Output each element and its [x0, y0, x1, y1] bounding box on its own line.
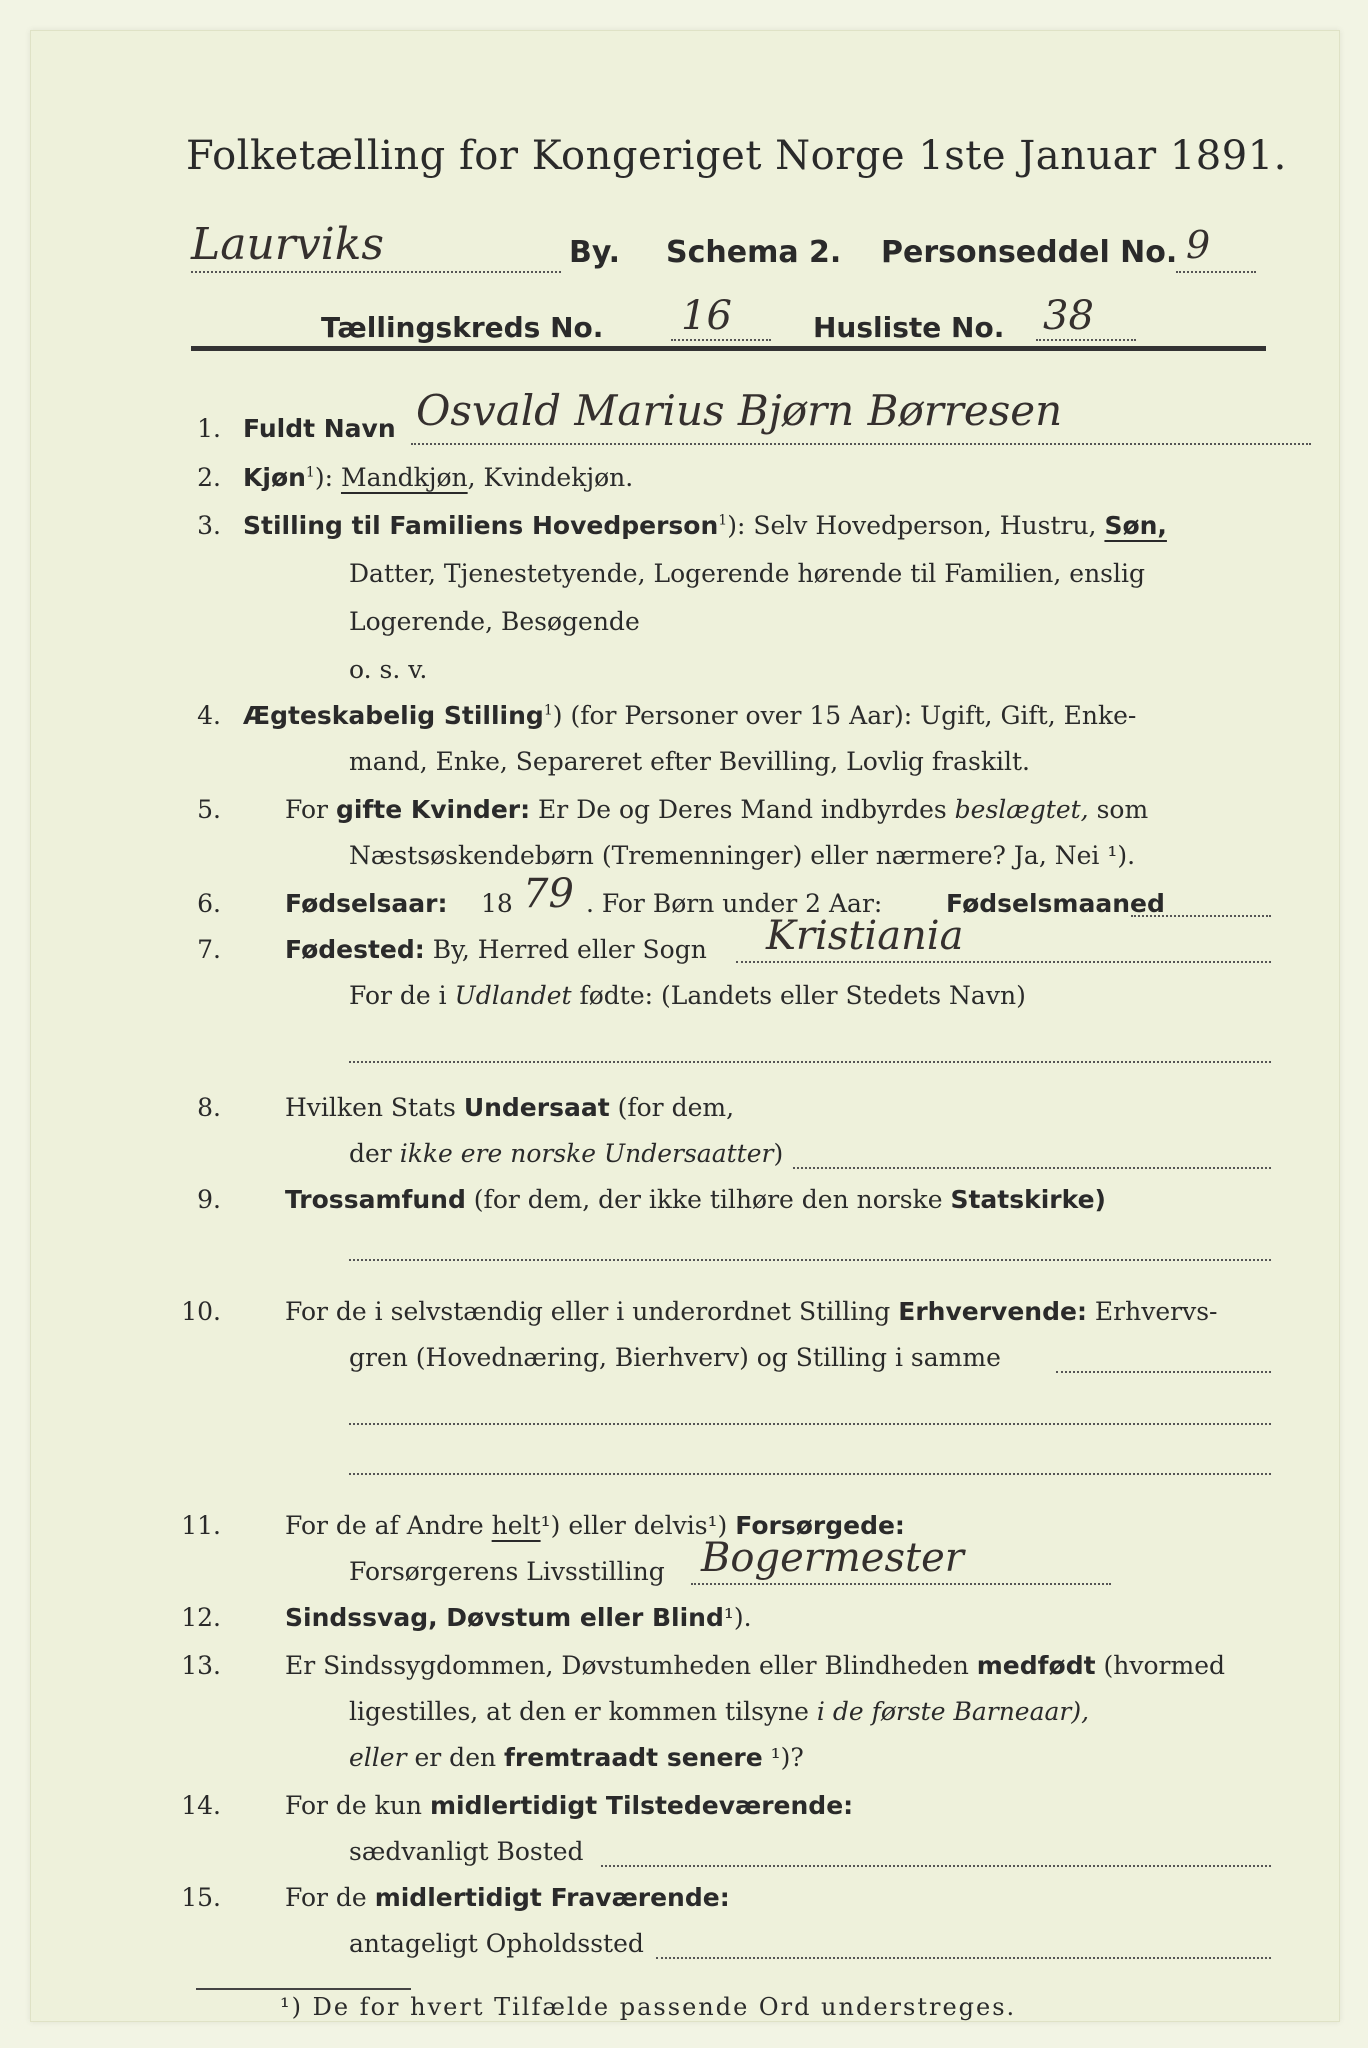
- town-dotted-line: [191, 271, 561, 273]
- item-8-pre: Hvilken Stats: [285, 1093, 464, 1122]
- item-8-line-1: [285, 1093, 734, 1122]
- item-3-line-2: Datter, Tjenestetyende, Logerende hørende til Familien, enslig: [349, 559, 1146, 588]
- item-6-label2: Fødselsmaaned: [946, 889, 1165, 918]
- item-9-label: Trossamfund: [285, 1185, 466, 1214]
- husliste-number: 38: [1043, 293, 1094, 339]
- item-7-rest: By, Herred eller Sogn: [424, 935, 707, 964]
- item-6-number: 6.: [197, 889, 221, 918]
- option-son: Søn,: [1104, 511, 1167, 540]
- item-5-rest1: Er De og Deres Mand indbyrdes: [530, 795, 955, 824]
- item-13-line3a: er den: [406, 1743, 505, 1772]
- kreds-label: Tællingskreds No.: [321, 311, 604, 344]
- item-9-label2: Statskirke): [950, 1185, 1106, 1214]
- item-8-dotted-line: [793, 1167, 1271, 1169]
- item-13-line-3: [349, 1743, 804, 1772]
- town-handwritten: Laurviks: [191, 219, 384, 270]
- item-8-line2b: ): [773, 1139, 784, 1168]
- item-12-number: 12.: [181, 1603, 221, 1632]
- item-14-pre: For de kun: [285, 1791, 430, 1820]
- birth-year-value: 79: [523, 871, 574, 917]
- item-13-line-1: [285, 1651, 1225, 1680]
- by-label: By.: [569, 235, 621, 270]
- item-4-sup: 1: [543, 702, 553, 719]
- item-13-number: 13.: [181, 1651, 221, 1680]
- husliste-dotted-line: [1036, 339, 1136, 341]
- kreds-number: 16: [681, 293, 732, 339]
- item-4-label: Ægteskabelig Stilling: [243, 701, 544, 730]
- item-5-number: 5.: [197, 795, 221, 824]
- item-4-line-2: mand, Enke, Separeret efter Bevilling, Lovlig fraskilt.: [349, 747, 1030, 776]
- item-15-label: midlertidigt Fraværende:: [374, 1883, 730, 1912]
- item-1-dotted-line: [411, 443, 1311, 445]
- item-14-line-2: sædvanligt Bosted: [349, 1837, 584, 1866]
- item-13-line3c: ¹)?: [762, 1743, 804, 1772]
- personseddel-number: 9: [1186, 223, 1211, 267]
- item-8-number: 8.: [197, 1093, 221, 1122]
- item-4-number: 4.: [197, 701, 221, 730]
- full-name-value: Osvald Marius Bjørn Børresen: [416, 386, 1063, 435]
- kreds-dotted-line: [671, 339, 771, 341]
- item-11-label: Forsørgede:: [735, 1511, 905, 1540]
- item-7-number: 7.: [197, 935, 221, 964]
- item-3-sup: 1: [718, 512, 728, 529]
- item-8-line2em: ikke ere norske Undersaatter: [399, 1139, 774, 1168]
- item-13-line2em: i de første Barneaar),: [816, 1697, 1090, 1726]
- item-13-rest: (hvormed: [1095, 1651, 1225, 1680]
- provider-occupation-value: Bogermester: [701, 1535, 964, 1581]
- item-10-number: 10.: [181, 1297, 221, 1326]
- item-5-label: gifte Kvinder:: [335, 795, 531, 824]
- item-6-prefix: 18: [481, 889, 513, 918]
- item-3-label: Stilling til Familiens Hovedperson: [243, 511, 719, 540]
- item-9-line-1: [285, 1185, 1106, 1214]
- item-10-pre: For de i selvstændig eller i underordnet Stilling: [285, 1297, 899, 1326]
- item-2-label: Kjøn: [243, 463, 306, 492]
- item-9-rest: (for dem, der ikke tilhøre den norske: [465, 1185, 951, 1214]
- item-12-label: Sindssvag, Døvstum eller Blind: [285, 1603, 724, 1632]
- item-2-sup: 1: [305, 464, 315, 481]
- item-2-text: [243, 463, 633, 492]
- schema-label: Schema 2.: [666, 235, 842, 270]
- census-form-sheet: [30, 30, 1340, 2022]
- personseddel-label: Personseddel No.: [881, 235, 1178, 270]
- item-3-line-4: o. s. v.: [349, 655, 428, 684]
- item-2-rest2: , Kvindekjøn.: [467, 463, 634, 492]
- husliste-label: Husliste No.: [813, 311, 1005, 344]
- item-14-dotted-line: [601, 1865, 1271, 1867]
- item-10-dotted-line-2: [349, 1423, 1271, 1425]
- form-title: Folketælling for Kongeriget Norge 1ste Januar 1891.: [186, 133, 1287, 179]
- item-7-line-2: [349, 981, 1026, 1010]
- item-3-line-1: [243, 511, 1167, 540]
- item-8-label: Undersaat: [463, 1093, 610, 1122]
- item-1-label: Fuldt Navn: [243, 414, 396, 443]
- option-helt: helt: [491, 1511, 541, 1540]
- item-3-number: 3.: [197, 511, 221, 540]
- item-15-dotted-line: [656, 1957, 1271, 1959]
- option-mandkjon: Mandkjøn: [340, 463, 468, 492]
- item-11-line-2: Forsørgerens Livsstilling: [349, 1557, 665, 1586]
- item-8-rest: (for dem,: [609, 1093, 735, 1122]
- item-13-line-2: [349, 1697, 1089, 1726]
- personseddel-dotted-line: [1176, 271, 1256, 273]
- item-15-number: 15.: [181, 1883, 221, 1912]
- item-1-number: 1.: [197, 414, 221, 443]
- footnote-rule: [196, 1988, 411, 1990]
- item-5-line-1: [285, 795, 1148, 824]
- item-11-dotted-line: [691, 1583, 1111, 1585]
- item-2-rest1: ):: [314, 463, 341, 492]
- item-14-label: midlertidigt Tilstedeværende:: [429, 1791, 854, 1820]
- item-7-line2em: Udlandet: [454, 981, 572, 1010]
- item-14-line-1: [285, 1791, 853, 1820]
- item-13-line3b: fremtraadt senere: [504, 1743, 763, 1772]
- footnote: ¹) De for hvert Tilfælde passende Ord understreges.: [280, 1993, 1017, 2021]
- item-10-rest: Erhvervs-: [1086, 1297, 1218, 1326]
- item-5-em: beslægtet,: [954, 795, 1089, 824]
- item-2-number: 2.: [197, 463, 221, 492]
- item-9-number: 9.: [197, 1185, 221, 1214]
- item-10-dotted-line: [1056, 1371, 1271, 1373]
- item-14-number: 14.: [181, 1791, 221, 1820]
- header-rule: [191, 346, 1266, 351]
- item-7-line2a: For de i: [349, 981, 455, 1010]
- item-7-line2b: fødte: (Landets eller Stedets Navn): [571, 981, 1026, 1010]
- item-13-line2a: ligestilles, at den er kommen tilsyne: [349, 1697, 817, 1726]
- item-15-pre: For de: [285, 1883, 375, 1912]
- item-13-line3em: eller: [349, 1743, 407, 1772]
- item-5-line-2: Næstsøskendebørn (Tremenninger) eller nærmere? Ja, Nei ¹).: [349, 841, 1136, 870]
- item-10-line-1: [285, 1297, 1217, 1326]
- birthplace-value: Kristiania: [766, 913, 964, 959]
- item-7-label: Fødested:: [285, 935, 425, 964]
- item-7-dotted-line-2: [349, 1061, 1271, 1063]
- item-8-line-2: [349, 1139, 783, 1168]
- item-5-pre: For: [285, 795, 336, 824]
- item-13-pre: Er Sindssygdommen, Døvstumheden eller Blindheden: [285, 1651, 977, 1680]
- item-10-label: Erhvervende:: [898, 1297, 1087, 1326]
- item-6-rest: . For Børn under 2 Aar:: [586, 889, 883, 918]
- item-11-rest1: ¹) eller delvis¹): [540, 1511, 736, 1540]
- item-10-line-2: gren (Hovednæring, Bierhverv) og Stilling i samme: [349, 1343, 1001, 1372]
- item-5-rest2: som: [1088, 795, 1149, 824]
- item-10-dotted-line-3: [349, 1473, 1271, 1475]
- item-15-line-2: antageligt Opholdssted: [349, 1929, 644, 1958]
- item-4-rest1: ) (for Personer over 15 Aar): Ugift, Gift, Enke-: [552, 701, 1137, 730]
- item-13-label: medfødt: [976, 1651, 1096, 1680]
- item-11-pre: For de af Andre: [285, 1511, 492, 1540]
- item-3-line-3: Logerende, Besøgende: [349, 607, 640, 636]
- item-15-line-1: [285, 1883, 730, 1912]
- item-12-rest: ¹).: [723, 1603, 752, 1632]
- item-8-line2a: der: [349, 1139, 400, 1168]
- item-4-line-1: [243, 701, 1136, 730]
- item-3-rest1: ): Selv Hovedperson, Hustru,: [727, 511, 1105, 540]
- item-12-line-1: [285, 1603, 752, 1632]
- item-9-dotted-line: [349, 1259, 1271, 1261]
- item-11-number: 11.: [181, 1511, 221, 1540]
- item-7-dotted-line: [736, 961, 1271, 963]
- item-6-dotted-line: [1131, 915, 1271, 917]
- item-6-label: Fødselsaar:: [285, 889, 448, 918]
- item-7-line-1: [285, 935, 707, 964]
